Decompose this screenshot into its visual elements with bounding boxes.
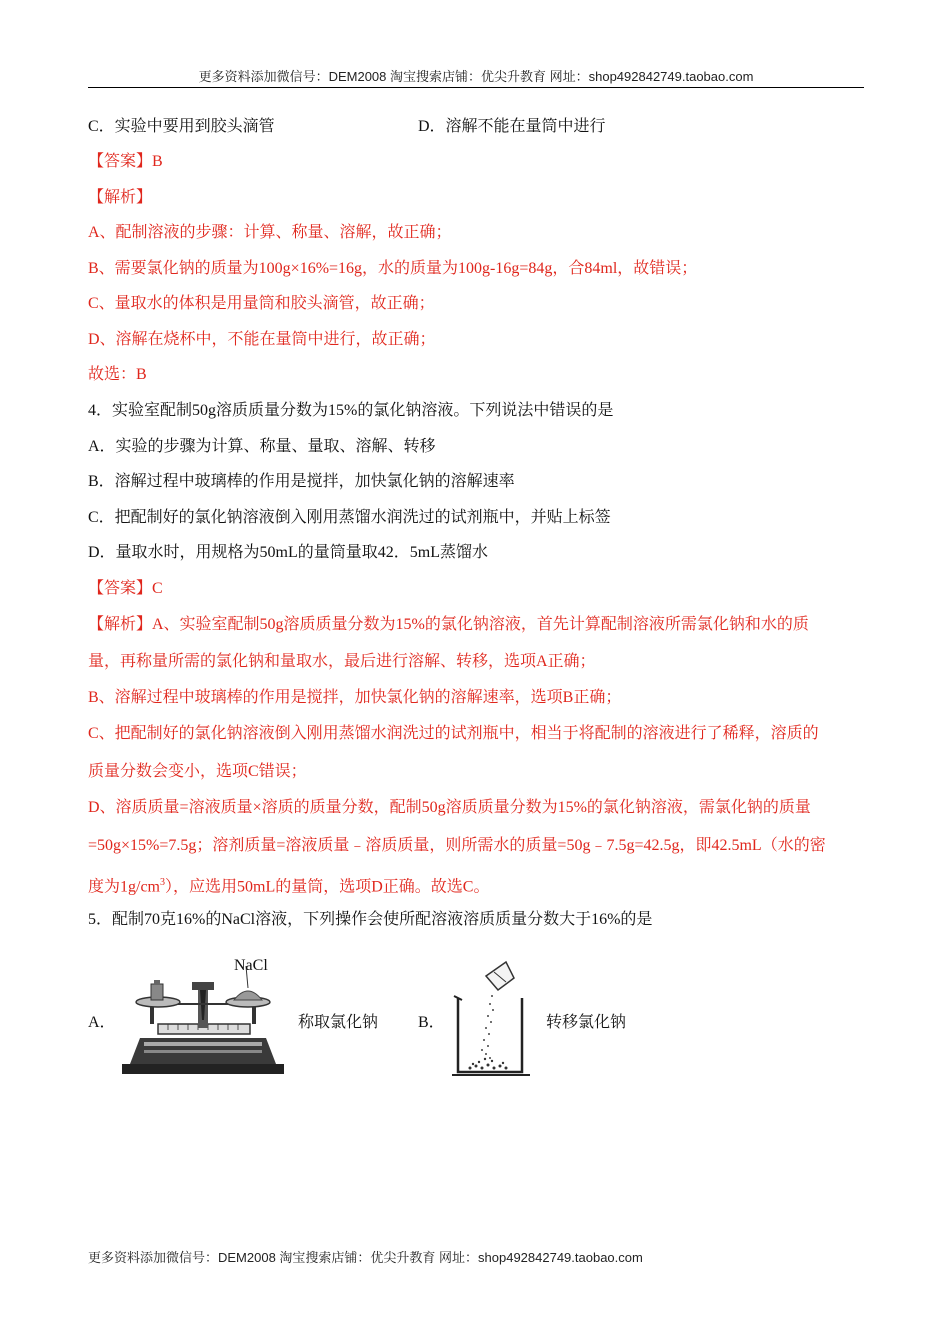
q4-answer: 【答案】C: [88, 580, 163, 597]
page-header: 更多资料添加微信号：DEM2008 淘宝搜索店铺：优尖升教育 网址：shop492842749.taobao.com: [198, 69, 754, 84]
weight-top: [154, 980, 160, 985]
q3-answer: 【答案】B: [88, 153, 163, 170]
q4-analysis-line-8-part-2: ），应选用50mL的量筒，选项D正确。故选C。: [165, 878, 490, 896]
q4-analysis-line-8-part-1: 度为1g/cm: [88, 878, 160, 896]
superscript-3: 3: [160, 877, 165, 888]
q5-option-b-text: 转移氯化钠: [546, 1014, 627, 1031]
q5-option-b-letter: B．: [418, 1014, 445, 1031]
nacl-label: NaCl: [234, 957, 268, 974]
q4-stem: 4．实验室配制50g溶质质量分数为15%的氯化钠溶液。下列说法中错误的是: [88, 402, 614, 419]
page-footer: 更多资料添加微信号：DEM2008 淘宝搜索店铺：优尖升教育 网址：shop492842749.taobao.com: [88, 1250, 643, 1265]
q5-option-a-text: 称取氯化钠: [298, 1014, 379, 1031]
q4-option-b: B．溶解过程中玻璃棒的作用是搅拌，加快氯化钠的溶解速率: [88, 473, 515, 490]
q4-analysis-line-6: D、溶质质量=溶液质量×溶质的质量分数，配制50g溶质质量分数为15%的氯化钠溶液，需氯化钠的质量: [88, 799, 811, 816]
q4-analysis-line-8: [88, 873, 489, 897]
q4-analysis-line-2: 量，再称量所需的氯化钠和量取水，最后进行溶解、转移，选项A正确；: [88, 653, 596, 670]
balance-stripe-2: [144, 1050, 262, 1053]
q4-analysis-line-4: C、把配制好的氯化钠溶液倒入刚用蒸馏水润洗过的试剂瓶中，相当于将配制的溶液进行了稀释，溶质的: [88, 725, 819, 742]
q4-analysis-line-1: 【解析】A、实验室配制50g溶质质量分数为15%的氯化钠溶液，首先计算配制溶液所需氯化钠和水的质: [88, 616, 809, 633]
q3-analysis-b: B、需要氯化钠的质量为100g×16%=16g，水的质量为100g-16g=84g，合84ml，故错误；: [88, 260, 698, 277]
q5-stem: 5．配制70克16%的NaCl溶液，下列操作会使所配溶液溶质质量分数大于16%的是: [88, 911, 653, 928]
nacl-pile: [234, 991, 262, 1000]
falling-salt: [481, 995, 494, 1059]
q5-option-a-letter: A．: [88, 1014, 116, 1031]
beaker: [458, 998, 522, 1072]
q3-option-c: C．实验中要用到胶头滴管: [88, 118, 275, 135]
q4-analysis-line-5: 质量分数会变小，选项C错误；: [88, 763, 307, 780]
balance-base: [122, 1064, 284, 1074]
q3-options-row: [88, 117, 606, 137]
beaker-transfer-illustration: [448, 958, 538, 1080]
q3-analysis-a: A、配制溶液的步骤：计算、称量、溶解，故正确；: [88, 224, 452, 241]
balance-pointer-top: [192, 982, 214, 990]
q3-choice: 故选：B: [88, 366, 147, 383]
q3-analysis-label: 【解析】: [88, 189, 153, 206]
salt-pile: [469, 1058, 508, 1070]
q4-option-d: D．量取水时，用规格为50mL的量筒量取42．5mL蒸馏水: [88, 544, 488, 561]
q4-option-a: A．实验的步骤为计算、称量、量取、溶解、转移: [88, 438, 436, 455]
q4-analysis-line-3: B、溶解过程中玻璃棒的作用是搅拌，加快氯化钠的溶解速率，选项B正确；: [88, 689, 622, 706]
weight-icon: [151, 984, 163, 1000]
q4-analysis-line-7: =50g×15%=7.5g；溶剂质量=溶液质量﹣溶质质量，则所需水的质量=50g﹣7.5g=42.5g，即42.5mL（水的密: [88, 837, 826, 854]
balance-scale-illustration: [118, 954, 288, 1078]
q3-analysis-d: D、溶解在烧杯中，不能在量筒中进行，故正确；: [88, 331, 436, 348]
weighing-paper: [486, 962, 514, 990]
balance-stripe: [144, 1042, 262, 1046]
q3-analysis-c: C、量取水的体积是用量筒和胶头滴管，故正确；: [88, 295, 435, 312]
q3-option-d: D．溶解不能在量筒中进行: [418, 118, 606, 135]
header-divider: [88, 87, 864, 88]
q4-option-c: C．把配制好的氯化钠溶液倒入刚用蒸馏水润洗过的试剂瓶中，并贴上标签: [88, 509, 611, 526]
